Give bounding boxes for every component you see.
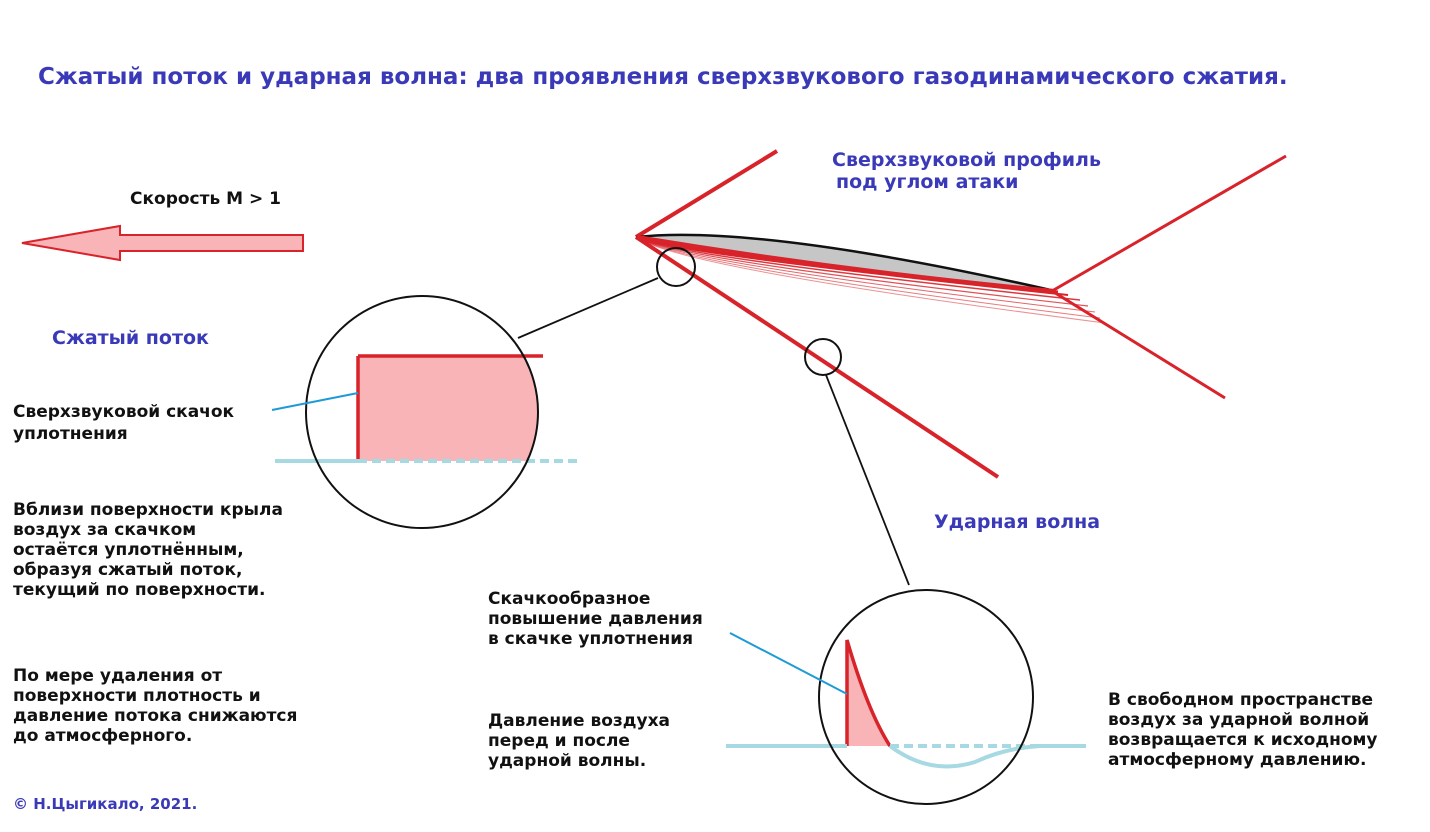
trailing-edge-shock-lower xyxy=(1052,291,1225,398)
magnifier-circle-shock-wave xyxy=(805,339,841,375)
pressure-jump-label: Скачкообразное повышение давления в скачке уплотнения xyxy=(488,589,703,649)
free-space-text: В свободном пространстве воздух за ударной волной возвращается к исходному атмосферному давлению. xyxy=(1108,690,1378,770)
velocity-arrow-icon xyxy=(22,226,303,260)
leader-line-shock-jump xyxy=(272,393,358,410)
magnifier-circle-leading-edge xyxy=(657,248,695,286)
compressed-flow-label: Сжатый поток xyxy=(52,327,209,349)
compressed-flow-layers xyxy=(638,238,1105,323)
zoom-shock-wave xyxy=(726,590,1086,804)
leader-line-pressure-jump xyxy=(730,633,847,694)
connector-line-shock-wave xyxy=(826,375,909,585)
distance-text: По мере удаления от поверхности плотность и давление потока снижаются до атмосферного. xyxy=(13,666,298,746)
air-pressure-label: Давление воздуха перед и после ударной волны. xyxy=(488,711,671,771)
connector-line-compressed-flow xyxy=(518,278,658,338)
supersonic-airfoil xyxy=(637,235,1055,291)
profile-label: Сверхзвуковой профиль под углом атаки xyxy=(832,149,1101,193)
copyright: © Н.Цыгикало, 2021. xyxy=(13,795,198,813)
leading-edge-shock-upper xyxy=(636,151,777,237)
shock-wave-label: Ударная волна xyxy=(934,511,1101,533)
shock-jump-label: Сверхзвуковой скачок уплотнения xyxy=(13,402,235,444)
page-title: Сжатый поток и ударная волна: два проявления сверхзвукового газодинамического сжатия. xyxy=(38,64,1288,90)
velocity-label: Скорость M > 1 xyxy=(130,189,281,209)
near-surface-text: Вблизи поверхности крыла воздух за скачком остаётся уплотнённым, образуя сжатый поток, текущий по поверхности. xyxy=(13,500,283,600)
